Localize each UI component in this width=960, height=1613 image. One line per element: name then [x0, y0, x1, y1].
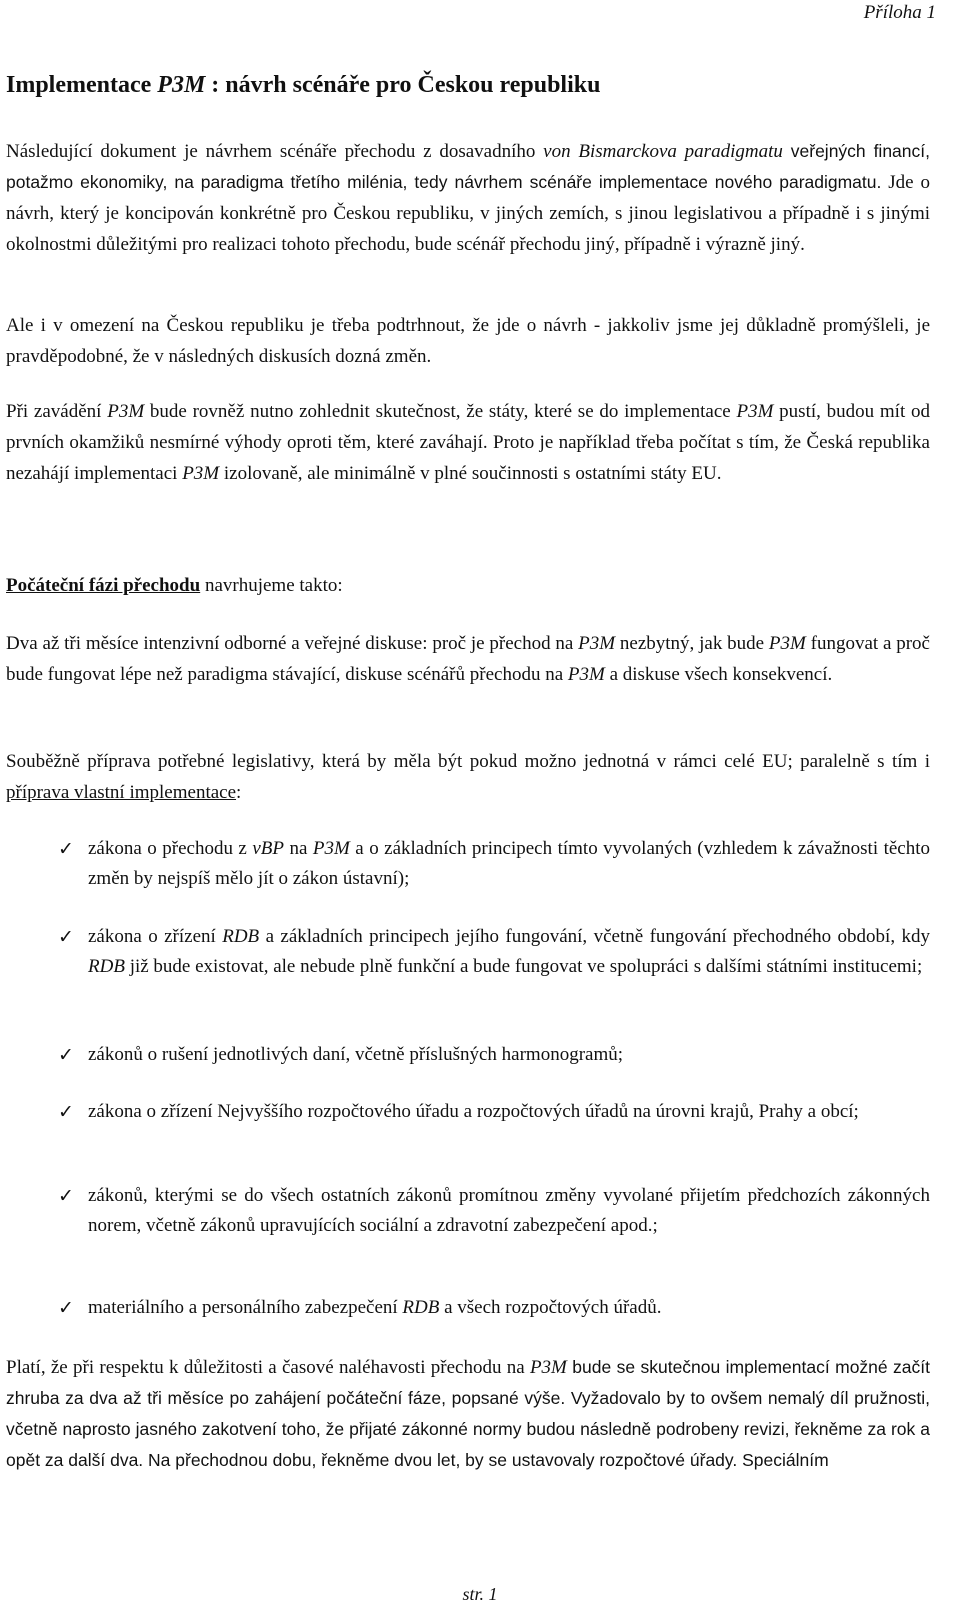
list-item [58, 922, 930, 982]
eu-p3m-3: P3M [182, 463, 220, 484]
intro-text-d: Jde o návrh, který je koncipován konkrétně pro Českou republiku, v jiných zemích, s jinou legislativou a případně i s jinými okolnostmi důležitými pro realizaci tohoto přechodu, bude scénář přechodu jiný, případně i výrazně jiný. [6, 172, 930, 255]
discussion-paragraph [6, 628, 930, 690]
b2-rdb-1: RDB [222, 926, 260, 947]
eu-text-g: izolovaně, ale minimálně v plné součinnosti s ostatními státy EU. [219, 463, 722, 484]
b4-text: zákona o zřízení Nejvyššího rozpočtového úřadu a rozpočtových úřadů na úrovni krajů, Prahy a obcí; [88, 1101, 859, 1122]
initial-phase-heading [6, 570, 930, 601]
check-icon: ✓ [58, 1044, 74, 1066]
list-item [58, 1097, 930, 1127]
b5-text: zákonů, kterými se do všech ostatních zákonů promítnou změny vyvolané přijetím předchozích zákonných norem, včetně zákonů upravujících sociální a zdravotní zabezpečení apod.; [88, 1185, 930, 1236]
eu-paragraph [6, 396, 930, 489]
discussion-text-a: Dva až tři měsíce intenzivní odborné a veřejné diskuse: proč je přechod na [6, 633, 579, 654]
closing-text-a: Platí, že při respektu k důležitosti a časové naléhavosti přechodu na [6, 1357, 530, 1378]
eu-p3m-1: P3M [107, 401, 145, 422]
page-number: str. 1 [462, 1584, 498, 1604]
title-prefix: Implementace [6, 72, 158, 98]
b2-text-c: a základních principech jejího fungování, včetně fungování přechodného období, kdy [259, 926, 930, 947]
b1-text-a: zákona o přechodu z [88, 838, 253, 859]
caveat-paragraph: Ale i v omezení na Českou republiku je třeba podtrhnout, že jde o návrh - jakkoliv jsme jej důkladně promýšleli, je pravděpodobné, že v následných diskusích dozná změn. [6, 315, 930, 367]
eu-text-c: bude rovněž nutno zohlednit skutečnost, že státy, které se do implementace [144, 401, 737, 422]
legislation-text-a: Souběžně příprava potřebné legislativy, která by měla být pokud možno jednotná v rámci celé EU; paralelně s tím i [6, 751, 930, 772]
discussion-text-g: a diskuse všech konsekvencí. [604, 664, 833, 685]
attachment-label: Příloha 1 [863, 2, 936, 23]
discussion-p3m-3: P3M [567, 664, 605, 685]
b1-p3m: P3M [312, 838, 350, 859]
list-item [58, 1040, 930, 1070]
legislation-paragraph [6, 746, 930, 808]
closing-text-c: bude se skutečnou implementací možné začít zhruba za dva až tři měsíce po zahájení počáteční fáze, popsané výše. Vyžadovalo by to ovšem nemalý díl pružnosti, včetně naprosto jasného zakotvení toho, že přijaté zákonné normy budou následně podrobeny revizi, řekněme za rok a opět za další dva. Na přechodnou dobu, řekněme dvou let, by se ustavovaly rozpočtové úřady. Speciálním [6, 1357, 930, 1470]
list-item [58, 1293, 930, 1323]
eu-text-a: Při zavádění [6, 401, 108, 422]
b1-text-c: na [283, 838, 313, 859]
check-icon: ✓ [58, 838, 74, 860]
title-p3m: P3M [157, 72, 206, 98]
list-item [58, 834, 930, 894]
b6-text-c: a všech rozpočtových úřadů. [439, 1297, 662, 1318]
check-icon: ✓ [58, 926, 74, 948]
b6-text-a: materiálního a personálního zabezpečení [88, 1297, 403, 1318]
intro-bismarck: von Bismarckova paradigmatu [543, 141, 783, 162]
b2-text-a: zákona o zřízení [88, 926, 223, 947]
b3-text: zákonů o rušení jednotlivých daní, včetně příslušných harmonogramů; [88, 1044, 624, 1065]
intro-paragraph [6, 136, 930, 260]
check-icon: ✓ [58, 1101, 74, 1123]
legislation-colon: : [236, 782, 242, 803]
initial-phase-text: navrhujeme takto: [200, 575, 343, 596]
b1-text-e: a o základních principech tímto vyvolaných (vzhledem k závažnosti těchto změn by nejspíš mělo jít o zákon ústavní); [88, 838, 930, 889]
intro-text-c: veřejných financí, potažmo ekonomiky, na paradigma třetího milénia, tedy návrhem scénáře implementace nového paradigmatu. [6, 141, 930, 192]
closing-p3m: P3M [529, 1357, 567, 1378]
discussion-p3m-1: P3M [578, 633, 616, 654]
discussion-text-e: fungovat a proč bude fungovat lépe než paradigma stávající, diskuse scénářů přechodu na [6, 633, 930, 685]
b1-vbp: vBP [252, 838, 284, 859]
discussion-text-c: nezbytný, jak bude [615, 633, 769, 654]
title-suffix: : návrh scénáře pro Českou republiku [205, 72, 601, 98]
closing-paragraph [6, 1352, 930, 1476]
initial-phase-term: Počáteční fázi přechodu [6, 575, 201, 596]
legislation-underlined: příprava vlastní implementace [6, 782, 237, 803]
eu-text-e: pustí, budou mít od prvních okamžiků nesmírné výhody oproti těm, které zaváhají. Proto je například třeba počítat s tím, že Česká republika nezahájí implementaci [6, 401, 931, 484]
discussion-p3m-2: P3M [768, 633, 806, 654]
eu-p3m-2: P3M [736, 401, 774, 422]
intro-text-a: Následující dokument je návrhem scénáře přechodu z dosavadního [6, 141, 544, 162]
check-icon: ✓ [58, 1185, 74, 1207]
b2-rdb-2: RDB [88, 956, 125, 977]
check-icon: ✓ [58, 1297, 74, 1319]
list-item [58, 1181, 930, 1241]
b2-text-e: již bude existovat, ale nebude plně funkční a bude fungovat ve spolupráci s dalšími státními institucemi; [124, 956, 923, 977]
page-title [6, 72, 600, 99]
b6-rdb: RDB [402, 1297, 440, 1318]
